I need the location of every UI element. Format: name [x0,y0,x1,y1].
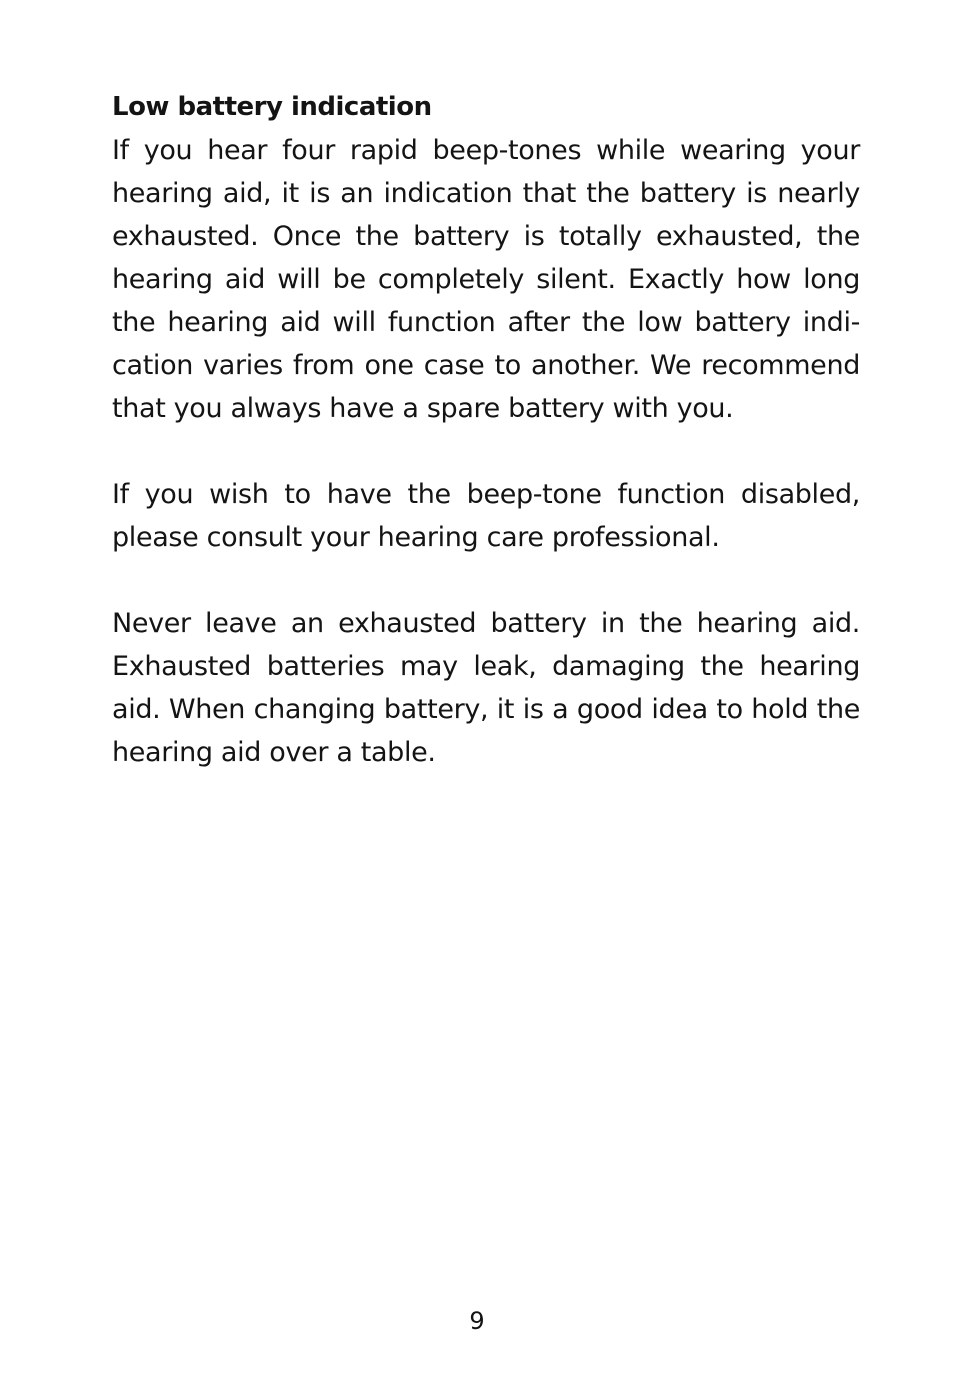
page-number: 9 [469,1307,485,1335]
paragraph-exhausted-battery-warning: Never leave an exhausted battery in the hearing aid. Exhausted batteries may leak, damaging the hearing aid. When changing battery, it is a good idea to hold the hearing aid over a table. [112,608,860,768]
document-page [112,86,860,774]
paragraph-low-battery-beeps: If you hear four rapid beep-tones while wearing your hearing aid, it is an indication that the battery is nearly exhausted. Once the battery is totally exhausted, the hearing aid will be completely silent. Exactly how long the hearing aid will function after the low battery indi-cation varies from one case to another. We recommend that you always have a spare battery with you. [112,135,860,424]
section-heading: Low battery indication [112,92,432,122]
paragraph-disable-beep-tone: If you wish to have the beep-tone function disabled, please consult your hearing care professional. [112,479,860,553]
